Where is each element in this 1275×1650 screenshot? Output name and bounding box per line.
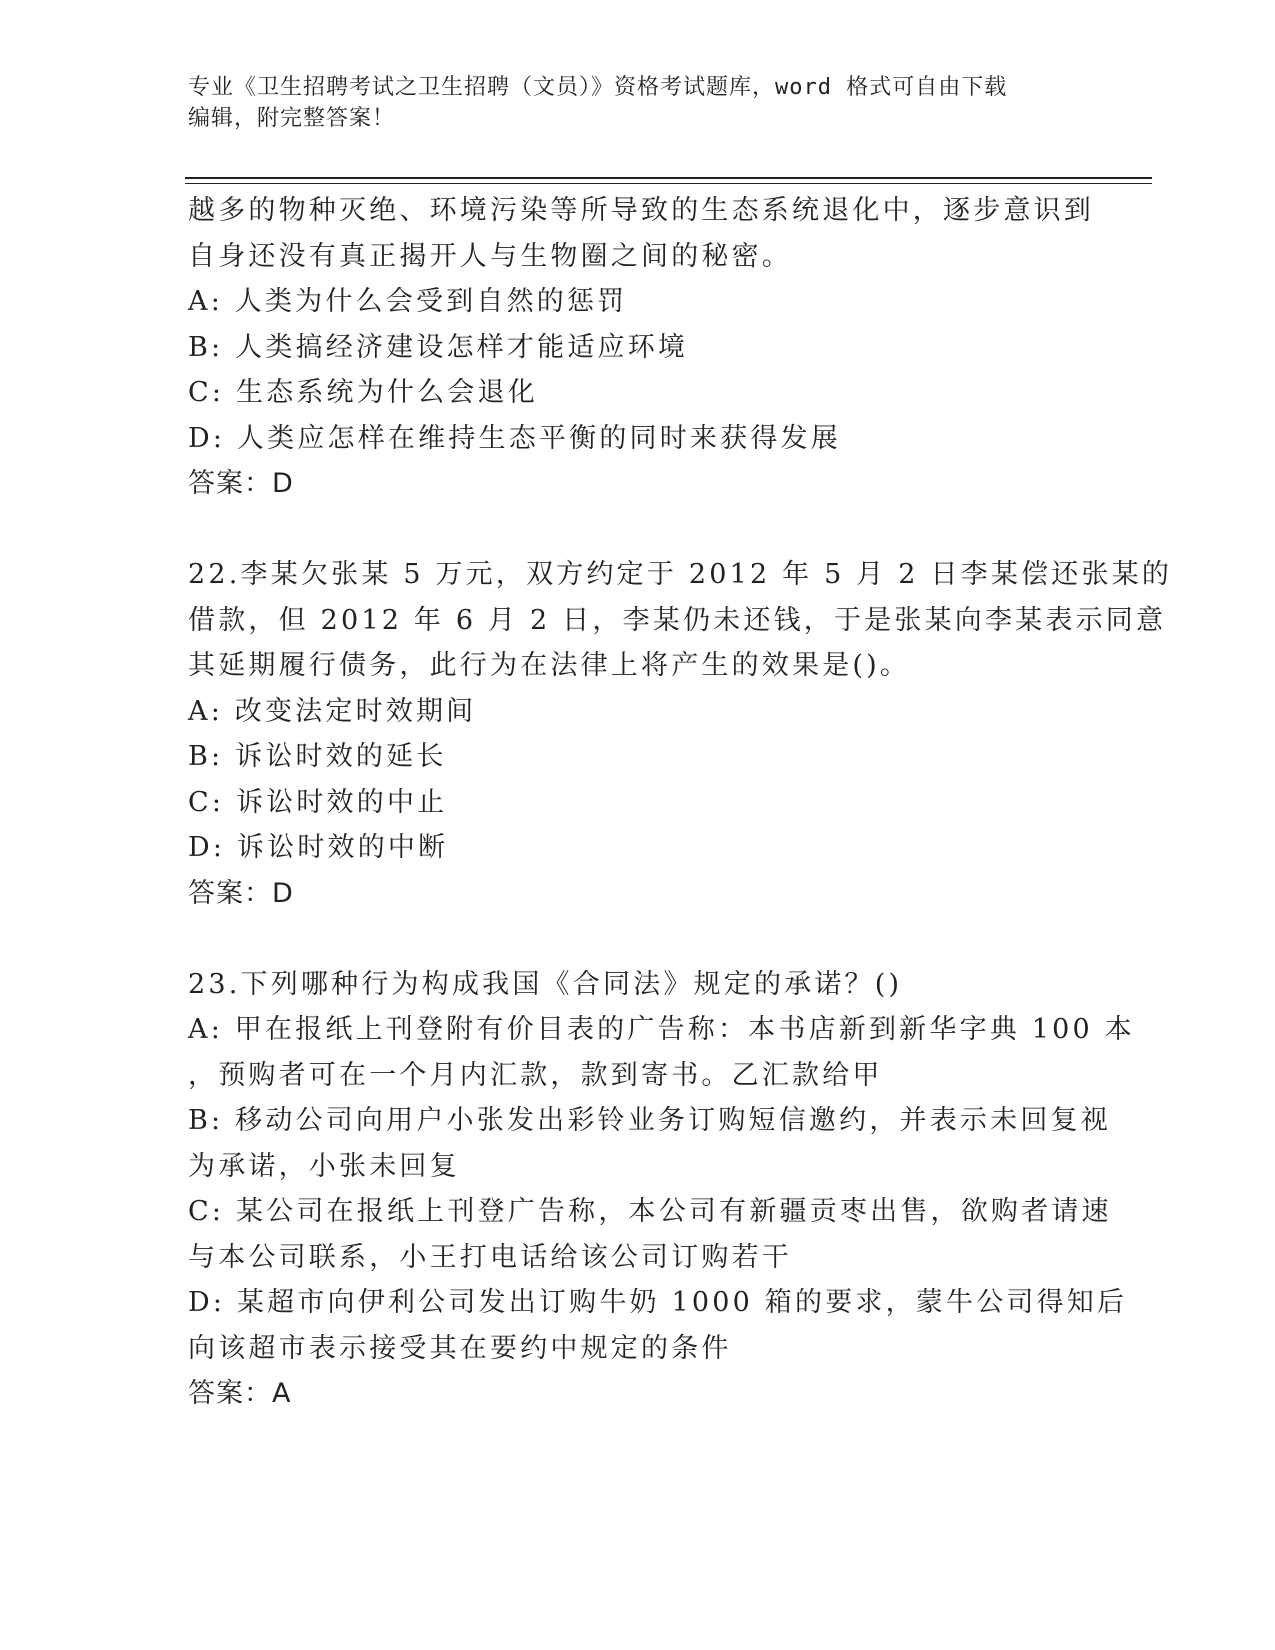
question-text-line: 借款，但 2012 年 6 月 2 日，李某仍未还钱，于是张某向李某表示同意 bbox=[188, 604, 1167, 636]
header-rule-thick bbox=[185, 177, 1152, 179]
spacer bbox=[188, 916, 1088, 962]
question-text-line: 自身还没有真正揭开人与生物圈之间的秘密。 bbox=[188, 240, 792, 272]
question-21-continuation bbox=[188, 188, 1094, 507]
question-23 bbox=[188, 962, 1135, 1417]
option-b-continued: 为承诺，小张未回复 bbox=[188, 1150, 460, 1182]
question-text-line: 越多的物种灭绝、环境污染等所导致的生态系统退化中，逐步意识到 bbox=[188, 195, 1094, 226]
answer-line: 答案：A bbox=[188, 1378, 292, 1409]
option-c-continued: 与本公司联系，小王打电话给该公司订购若干 bbox=[188, 1241, 792, 1273]
question-22 bbox=[188, 552, 1173, 916]
option-c: C: 某公司在报纸上刊登广告称，本公司有新疆贡枣出售，欲购者请速 bbox=[188, 1196, 1112, 1227]
option-d: D: 某超市向伊利公司发出订购牛奶 1000 箱的要求，蒙牛公司得知后 bbox=[188, 1287, 1128, 1318]
page-header bbox=[188, 72, 1088, 134]
answer-line: 答案：D bbox=[188, 468, 294, 499]
spacer bbox=[188, 507, 1088, 553]
header-line-2: 编辑，附完整答案！ bbox=[188, 106, 396, 131]
option-b: B: 移动公司向用户小张发出彩铃业务订购短信邀约，并表示未回复视 bbox=[188, 1105, 1111, 1136]
question-text-line: 其延期履行债务，此行为在法律上将产生的效果是()。 bbox=[188, 650, 911, 681]
option-d: D: 诉讼时效的中断 bbox=[188, 832, 449, 863]
question-content bbox=[188, 188, 1173, 1417]
option-d-continued: 向该超市表示接受其在要约中规定的条件 bbox=[188, 1332, 732, 1364]
option-b: B: 人类搞经济建设怎样才能适应环境 bbox=[188, 331, 689, 363]
header-rule-thin bbox=[185, 183, 1152, 184]
header-line-1: 专业《卫生招聘考试之卫生招聘（文员）》资格考试题库，word 格式可自由下载 bbox=[188, 75, 1008, 100]
option-c: C: 生态系统为什么会退化 bbox=[188, 377, 538, 408]
option-a: A: 人类为什么会受到自然的惩罚 bbox=[188, 286, 628, 317]
option-b: B: 诉讼时效的延长 bbox=[188, 741, 447, 772]
option-a: A: 改变法定时效期间 bbox=[188, 695, 477, 727]
question-text-line: 22.李某欠张某 5 万元，双方约定于 2012 年 5 月 2 日李某偿还张某的 bbox=[188, 559, 1173, 590]
option-d: D: 人类应怎样在维持生态平衡的同时来获得发展 bbox=[188, 422, 841, 454]
answer-line: 答案：D bbox=[188, 877, 294, 909]
option-c: C: 诉讼时效的中止 bbox=[188, 786, 448, 818]
option-a: A: 甲在报纸上刊登附有价目表的广告称：本书店新到新华字典 100 本 bbox=[188, 1014, 1135, 1045]
question-text-line: 23.下列哪种行为构成我国《合同法》规定的承诺？() bbox=[188, 968, 903, 1000]
option-a-continued: ，预购者可在一个月内汇款，款到寄书。乙汇款给甲 bbox=[188, 1059, 883, 1091]
